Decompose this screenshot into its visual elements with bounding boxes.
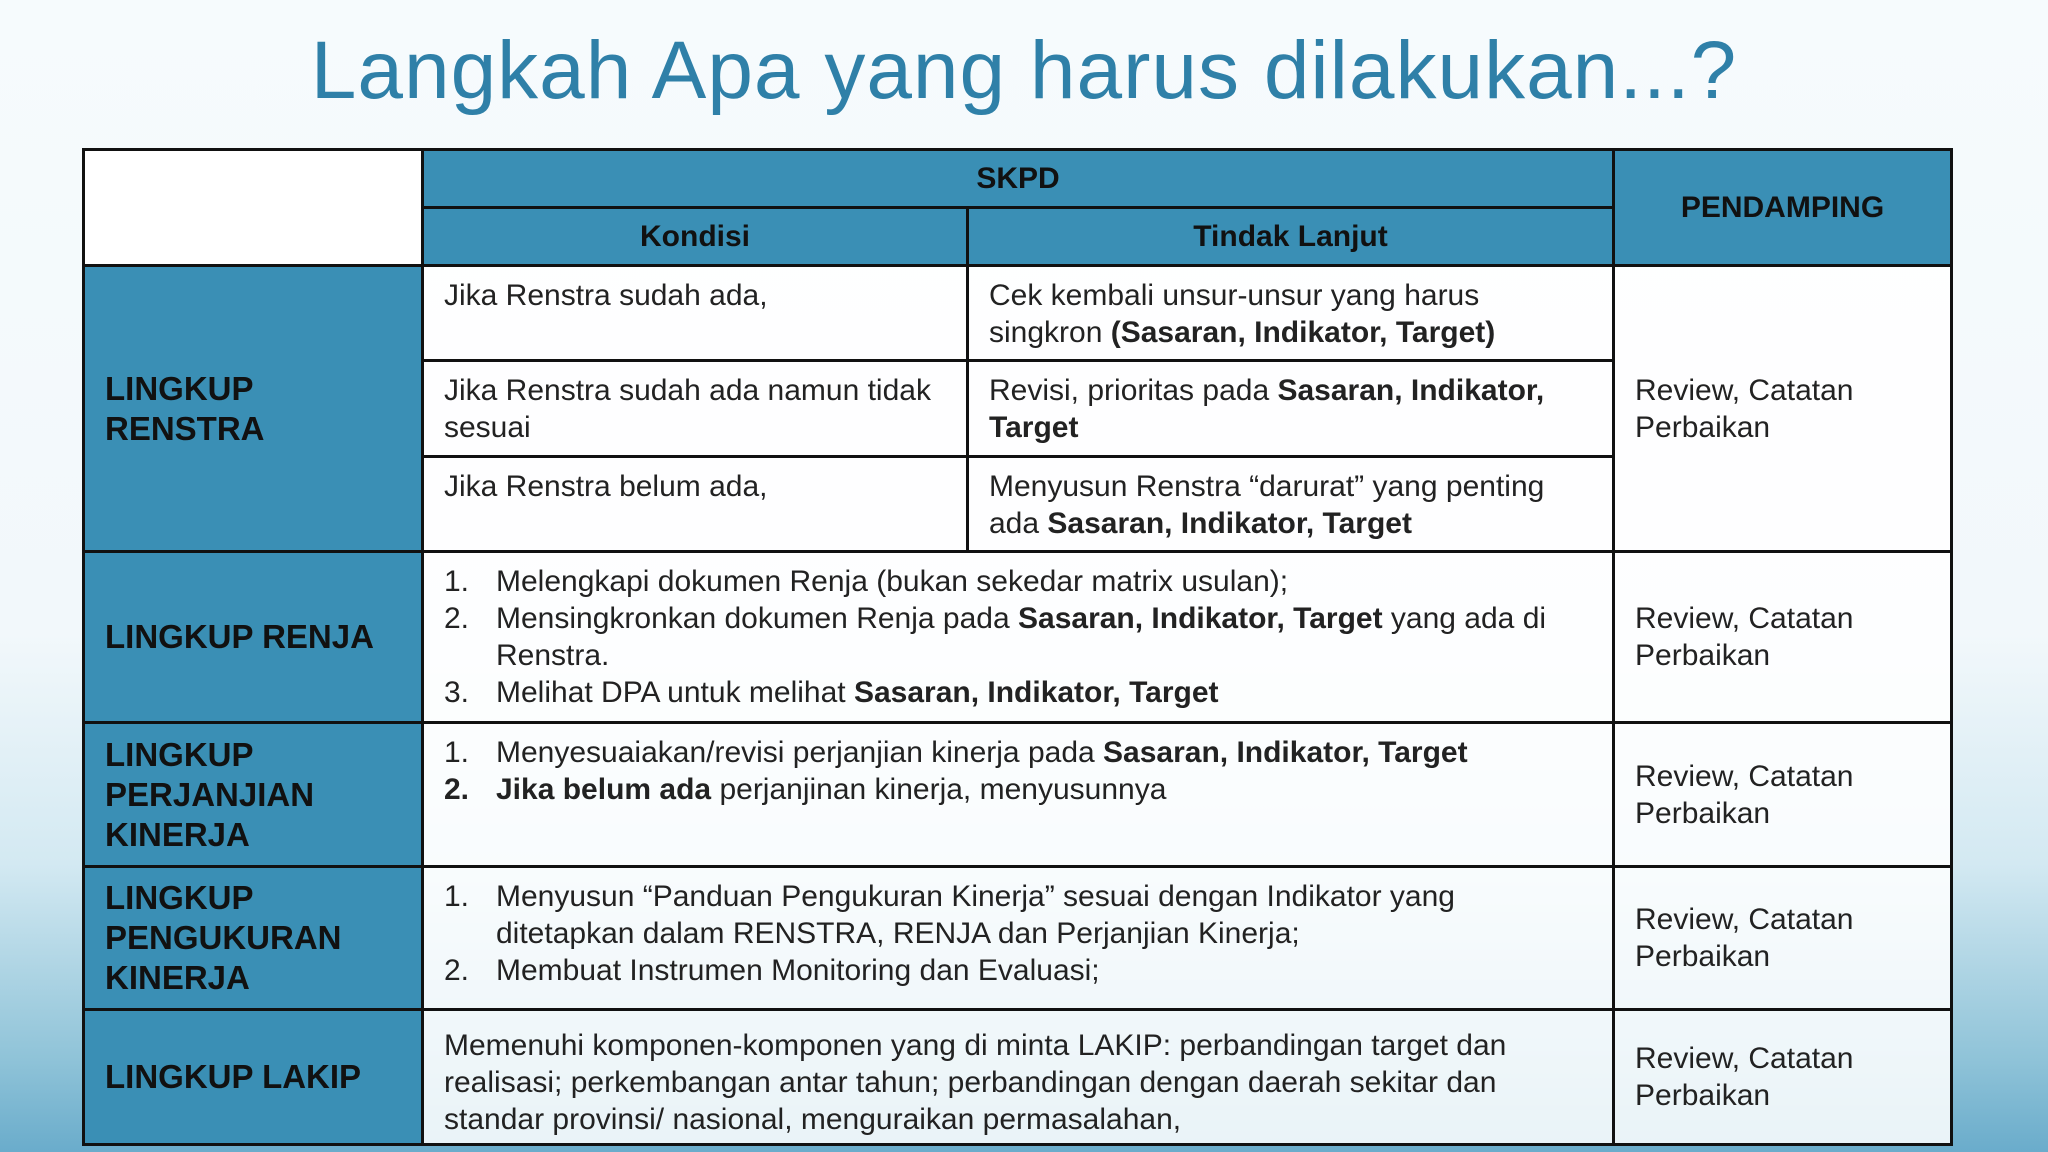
pendamping-cell: Review, Catatan Perbaikan (1614, 867, 1952, 1010)
section-row (84, 552, 1952, 723)
row-label-renstra: LINGKUP RENSTRA (84, 266, 423, 552)
list-item (444, 600, 1592, 674)
steps-table (82, 148, 1953, 1146)
list-item (444, 771, 1592, 808)
content-cell (423, 723, 1614, 867)
bold-text: (Sasaran, Indikator, Target) (1110, 316, 1496, 349)
list-number: 1. (444, 736, 470, 769)
list-item (444, 952, 1592, 989)
row-label: LINGKUP PERJANJIAN KINERJA (84, 723, 423, 867)
tindak-lanjut-cell (968, 457, 1614, 552)
bold-text: Jika belum ada (496, 773, 712, 806)
pendamping-cell: Review, Catatan Perbaikan (1614, 1010, 1952, 1145)
list-number: 2. (444, 773, 470, 806)
text: Mensingkronkan dokumen Renja pada (496, 602, 1018, 635)
content-cell (423, 867, 1614, 1010)
slide-title: Langkah Apa yang harus dilakukan...? (310, 25, 1738, 116)
numbered-list (444, 734, 1592, 808)
list-number: 2. (444, 954, 470, 987)
text: Cek kembali unsur-unsur yang harus singkron (989, 279, 1480, 349)
kondisi-cell (423, 457, 968, 552)
text: Revisi, prioritas pada (989, 374, 1278, 407)
row-label: LINGKUP LAKIP (84, 1010, 423, 1145)
section-row (84, 1010, 1952, 1145)
list-item (444, 674, 1592, 711)
text: perjanjinan kinerja, menyusunnya (711, 773, 1167, 806)
list-item (444, 563, 1592, 600)
list-number: 2. (444, 602, 470, 635)
row-label: LINGKUP PENGUKURAN KINERJA (84, 867, 423, 1010)
numbered-list (444, 563, 1592, 711)
text: Memenuhi komponen-komponen yang di minta LAKIP: perbandingan target dan realisasi; perkembangan antar tahun; perbandingan dengan daerah sekitar dan standar provinsi/ nasional, menguraikan permasalahan, (444, 1028, 1507, 1136)
text: Melengkapi dokumen Renja (bukan sekedar matrix usulan); (496, 565, 1289, 598)
section-row (84, 723, 1952, 867)
tindak-lanjut-cell (968, 361, 1614, 457)
corner-cell (84, 150, 423, 266)
bold-text: Sasaran, Indikator, Target (989, 374, 1545, 444)
text: Jika Renstra sudah ada namun tidak sesuai (444, 374, 931, 444)
pendamping-cell: Review, Catatan Perbaikan (1614, 552, 1952, 723)
text: Jika Renstra sudah ada, (444, 279, 768, 312)
content-cell (423, 552, 1614, 723)
text: yang ada di Renstra. (496, 602, 1547, 672)
bold-text: Sasaran, Indikator, Target (1018, 602, 1383, 635)
text: Menyusun Renstra “darurat” yang penting ada (989, 470, 1545, 540)
text: Menyusun “Panduan Pengukuran Kinerja” sesuai dengan Indikator yang ditetapkan dalam RENSTRA, RENJA dan Perjanjian Kinerja; (496, 880, 1455, 950)
list-item (444, 878, 1592, 952)
content-cell (423, 1010, 1614, 1145)
row-label: LINGKUP RENJA (84, 552, 423, 723)
section-row (84, 867, 1952, 1010)
header-tindak-lanjut: Tindak Lanjut (968, 208, 1614, 266)
list-number: 1. (444, 880, 470, 913)
bold-text: Sasaran, Indikator, Target (1103, 736, 1468, 769)
header-pendamping: PENDAMPING (1614, 150, 1952, 266)
pendamping-cell: Review, Catatan Perbaikan (1614, 266, 1952, 552)
bold-text: Sasaran, Indikator, Target (1047, 507, 1412, 540)
text: Membuat Instrumen Monitoring dan Evaluasi; (496, 954, 1100, 987)
list-number: 1. (444, 565, 470, 598)
text: Menyesuaiakan/revisi perjanjian kinerja pada (496, 736, 1104, 769)
header-skpd: SKPD (423, 150, 1614, 208)
bold-text: Sasaran, Indikator, Target (853, 676, 1219, 709)
text: Jika Renstra belum ada, (444, 470, 768, 503)
numbered-list (444, 878, 1592, 989)
tindak-lanjut-cell (968, 266, 1614, 361)
text: Melihat DPA untuk melihat (496, 676, 854, 709)
renstra-row (84, 266, 1952, 361)
list-number: 3. (444, 676, 470, 709)
kondisi-cell (423, 266, 968, 361)
kondisi-cell (423, 361, 968, 457)
list-item (444, 734, 1592, 771)
header-kondisi: Kondisi (423, 208, 968, 266)
pendamping-cell: Review, Catatan Perbaikan (1614, 723, 1952, 867)
